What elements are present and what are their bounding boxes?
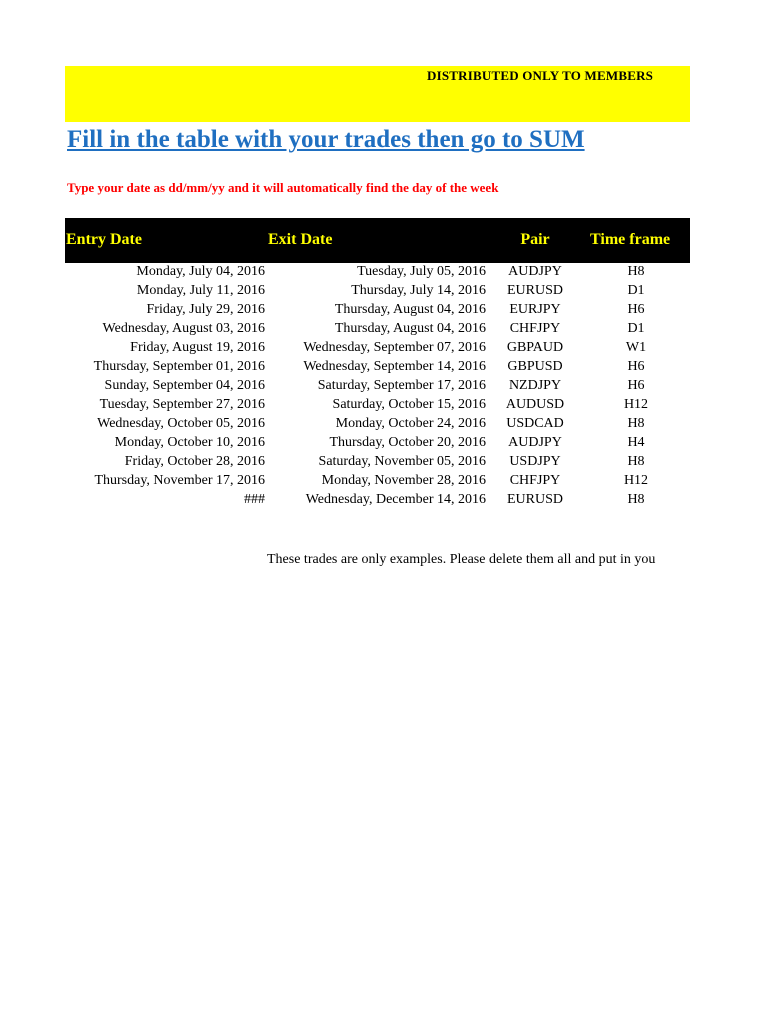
time-frame-cell[interactable]: H8 [627,264,645,279]
trades-table-body [65,263,690,510]
time-frame-cell[interactable]: H6 [627,378,645,393]
exit-date-cell[interactable]: Wednesday, December 14, 2016 [305,492,486,507]
table-row [65,263,690,282]
spreadsheet-page [65,66,690,766]
header-time-frame: Time frame [590,231,671,248]
entry-date-cell[interactable]: Thursday, September 01, 2016 [93,359,265,374]
example-note: These trades are only examples. Please delete them all and put in you [267,552,656,567]
pair-cell[interactable]: GBPUSD [507,359,563,374]
pair-cell[interactable]: NZDJPY [508,378,562,393]
entry-date-cell[interactable]: Wednesday, October 05, 2016 [97,416,265,431]
time-frame-cell[interactable]: H8 [627,454,645,469]
table-row [65,415,690,434]
table-row [65,453,690,472]
exit-date-cell[interactable]: Thursday, July 14, 2016 [351,283,486,298]
pair-cell[interactable]: AUDJPY [508,264,562,279]
entry-date-cell[interactable]: Tuesday, September 27, 2016 [99,397,265,412]
exit-date-cell[interactable]: Tuesday, July 05, 2016 [357,264,486,279]
pair-cell[interactable]: CHFJPY [509,321,561,336]
pair-cell[interactable]: AUDJPY [508,435,562,450]
exit-date-cell[interactable]: Monday, October 24, 2016 [335,416,486,431]
table-row [65,358,690,377]
exit-date-cell[interactable]: Wednesday, September 07, 2016 [303,340,486,355]
pair-cell[interactable]: EURUSD [506,492,563,507]
time-frame-cell[interactable]: D1 [627,283,645,298]
entry-date-cell[interactable]: Monday, October 10, 2016 [114,435,265,450]
exit-date-cell[interactable]: Wednesday, September 14, 2016 [303,359,486,374]
entry-date-cell[interactable]: Friday, July 29, 2016 [146,302,265,317]
entry-date-cell[interactable]: Sunday, September 04, 2016 [104,378,265,393]
table-row [65,301,690,320]
pair-cell[interactable]: EURUSD [506,283,563,298]
pair-cell[interactable]: EURJPY [509,302,561,317]
exit-date-cell[interactable]: Thursday, August 04, 2016 [334,321,486,336]
table-row [65,377,690,396]
exit-date-cell[interactable]: Saturday, November 05, 2016 [318,454,486,469]
table-row [65,339,690,358]
exit-date-cell[interactable]: Saturday, October 15, 2016 [332,397,486,412]
entry-date-cell[interactable]: ### [244,492,265,507]
time-frame-cell[interactable]: D1 [627,321,645,336]
time-frame-cell[interactable]: H12 [623,473,649,488]
banner-text: DISTRIBUTED ONLY TO MEMBERS [427,68,654,83]
time-frame-cell[interactable]: H12 [623,397,649,412]
entry-date-cell[interactable]: Wednesday, August 03, 2016 [102,321,265,336]
header-entry-date: Entry Date [66,231,142,248]
page-title[interactable]: Fill in the table with your trades then go to SUM [67,126,585,153]
time-frame-cell[interactable]: H8 [627,416,645,431]
entry-date-cell[interactable]: Monday, July 11, 2016 [136,283,265,298]
entry-date-cell[interactable]: Monday, July 04, 2016 [136,264,265,279]
time-frame-cell[interactable]: H8 [627,492,645,507]
pair-cell[interactable]: CHFJPY [509,473,561,488]
table-row [65,472,690,491]
time-frame-cell[interactable]: H4 [627,435,645,450]
entry-date-cell[interactable]: Friday, October 28, 2016 [124,454,265,469]
table-row [65,320,690,339]
pair-cell[interactable]: USDJPY [509,454,561,469]
members-banner [65,66,690,122]
exit-date-cell[interactable]: Thursday, August 04, 2016 [334,302,486,317]
date-instruction: Type your date as dd/mm/yy and it will automatically find the day of the week [67,180,499,195]
table-row [65,491,690,510]
entry-date-cell[interactable]: Thursday, November 17, 2016 [94,473,265,488]
table-header [65,218,690,263]
pair-cell[interactable]: AUDUSD [505,397,565,412]
exit-date-cell[interactable]: Monday, November 28, 2016 [321,473,486,488]
time-frame-cell[interactable]: W1 [625,340,647,355]
table-row [65,282,690,301]
time-frame-cell[interactable]: H6 [627,359,645,374]
pair-cell[interactable]: GBPAUD [506,340,564,355]
time-frame-cell[interactable]: H6 [627,302,645,317]
table-row [65,396,690,415]
entry-date-cell[interactable]: Friday, August 19, 2016 [130,340,265,355]
exit-date-cell[interactable]: Thursday, October 20, 2016 [329,435,486,450]
exit-date-cell[interactable]: Saturday, September 17, 2016 [317,378,486,393]
header-pair: Pair [520,231,550,248]
header-exit-date: Exit Date [268,231,333,248]
pair-cell[interactable]: USDCAD [506,416,564,431]
table-row [65,434,690,453]
